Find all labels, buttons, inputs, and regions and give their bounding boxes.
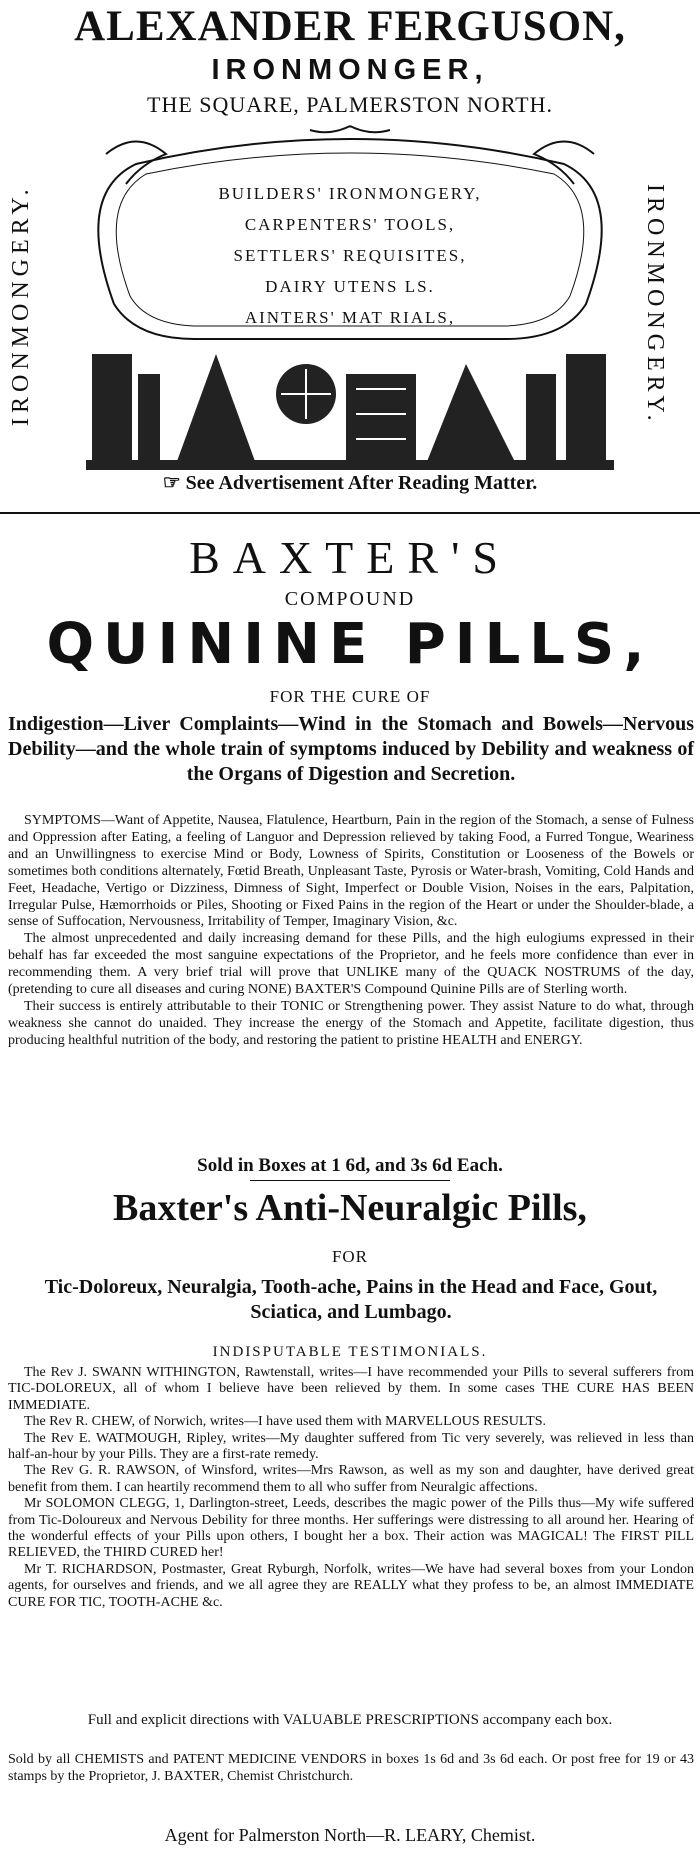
- pointing-hand-icon: ☞: [162, 472, 186, 494]
- advertiser-name: ALEXANDER FERGUSON,: [74, 3, 626, 50]
- ailments-lead: Indigestion—Liver Complaints—Wind in the Stomach and Bowels—Nervous Debility—and the whole train of symptoms induced by Debility and weakness of the Organs of Digestion and Secretion.: [8, 713, 694, 785]
- product-name: QUININE PILLS,: [46, 612, 654, 677]
- baxter-title: BAXTER'S: [189, 532, 511, 583]
- testimonials-list: [8, 1365, 694, 1611]
- agent-line: Agent for Palmerston North—R. LEARY, Chemist.: [164, 1825, 536, 1845]
- goods-item: CARPENTERS' TOOLS,: [244, 215, 456, 234]
- for-label: FOR: [331, 1247, 369, 1266]
- neuralgic-title: Baxter's Anti-Neuralgic Pills,: [113, 1187, 587, 1229]
- testimonial: The Rev E. WATMOUGH, Ripley, writes—My daughter suffered from Tic very severely, was relieved in less than half-an-hour by your Pills. They are a first-rate remedy.: [8, 1430, 694, 1463]
- testimonial: Mr SOLOMON CLEGG, 1, Darlington-street, Leeds, describes the magic power of the Pills thus—My wife suffered from Tic-Doloureux and Nervous Debility for three months. Her sufferings were distressing to all around her. Hearing of the wonderful effects of your Pills upon others, I bought her a box. Their action was MAGICAL! The FIRST PILL RELIEVED, the THIRD CURED her!: [8, 1496, 694, 1561]
- goods-item: AINTERS' MAT RIALS,: [244, 308, 456, 327]
- divider: [250, 1180, 450, 1181]
- testimonial: Mr T. RICHARDSON, Postmaster, Great Ryburgh, Norfolk, writes—We have had several boxes from your London agents, for ourselves and friends, and we all agree they are REALLY what they profess to be, an almost IMMEDIATE CURE FOR TIC, TOOTH-ACHE &c.: [8, 1561, 694, 1610]
- advertiser-trade: IRONMONGER,: [211, 54, 489, 86]
- side-banner-right: IRONMONGERY.: [642, 184, 668, 426]
- see-advertisement-note: ☞ See Advertisement After Reading Matter.: [162, 472, 538, 494]
- compound-label: COMPOUND: [284, 588, 416, 610]
- divider: [0, 512, 700, 514]
- testimonial: The Rev R. CHEW, of Norwich, writes—I have used them with MARVELLOUS RESULTS.: [24, 1414, 547, 1430]
- goods-list: [160, 178, 540, 333]
- paragraph: Their success is entirely attributable to their TONIC or Strengthening power. They assist Nature to do what, through weakness she cannot do unaided. They increase the energy of the Stomach and Appetite, facilitate digestion, thus producing healthful nutrition of the body, and restoring the patient to pristine HEALTH and ENERGY.: [8, 998, 694, 1048]
- testimonials-heading: INDISPUTABLE TESTIMONIALS.: [212, 1344, 488, 1360]
- goods-item: BUILDERS' IRONMONGERY,: [218, 184, 482, 203]
- symptoms-text: [8, 813, 694, 1050]
- side-banner-left: IRONMONGERY.: [8, 184, 34, 426]
- neuralgic-ailments: Tic-Doloreux, Neuralgia, Tooth-ache, Pains in the Head and Face, Gout, Sciatica, and Lumbago.: [44, 1276, 658, 1323]
- tools-illustration: [86, 354, 614, 470]
- sold-by-text: Sold by all CHEMISTS and PATENT MEDICINE VENDORS in boxes 1s 6d and 3s 6d each. Or post free for 19 or 43 stamps by the Proprietor, J. BAXTER, Chemist Christchurch.: [8, 1752, 694, 1784]
- for-the-cure-label: FOR THE CURE OF: [269, 687, 431, 706]
- price-line: Sold in Boxes at 1 6d, and 3s 6d Each.: [197, 1155, 503, 1176]
- paragraph: SYMPTOMS—Want of Appetite, Nausea, Flatulence, Heartburn, Pain in the region of the Stomach, a sense of Fulness and Oppression after Eating, a feeling of Languor and Depression relieved by taking Food, a Furred Tongue, Weariness and an Unwillingness to exercise Mind or Body, Lowness of Spirits, Constitution or Looseness of the Bowels or sometimes both conditions alternately, Fœtid Breath, Unpleasant Taste, Pyrosis or Water-brash, Vomiting, Cold Hands and Feet, Headache, Vertigo or Dizziness, Dimness of Sight, Imperfect or Double Vision, Noises in the ears, Palpitation, Irregular Pulse, Hæmorrhoids or Piles, Shooting or Fixed Pains in the region of the Heart or under the Shoulder-blade, a sense of Suffocation, Nervousness, Irritability of Temper, Imaginary Vision, &c.: [8, 813, 694, 930]
- goods-item: SETTLERS' REQUISITES,: [233, 246, 467, 265]
- paragraph: The almost unprecedented and daily increasing demand for these Pills, and the high eulogiums expressed in their behalf has far exceeded the most sanguine expectations of the Proprietor, and he feels more confidence than ever in recommending them. A very brief trial will prove that UNLIKE many of the QUACK NOSTRUMS of the day, (pretending to cure all diseases and curing NONE) BAXTER'S Compound Quinine Pills are of Sterling worth.: [8, 931, 694, 998]
- goods-item: DAIRY UTENS LS.: [265, 277, 435, 296]
- advertiser-address: THE SQUARE, PALMERSTON NORTH.: [147, 92, 553, 117]
- directions-line: Full and explicit directions with VALUABLE PRESCRIPTIONS accompany each box.: [87, 1712, 613, 1728]
- testimonial: The Rev J. SWANN WITHINGTON, Rawtenstall, writes—I have recommended your Pills to several sufferers from TIC-DOLOREUX, all of whom I believe have been relieved by them. In some cases THE CURE HAS BEEN IMMEDIATE.: [8, 1365, 694, 1413]
- testimonial: The Rev G. R. RAWSON, of Winsford, writes—Mrs Rawson, as well as my son and daughter, have derived great benefit from them. I can heartily recommend them to all who suffer from Neuralgic affections.: [8, 1463, 694, 1495]
